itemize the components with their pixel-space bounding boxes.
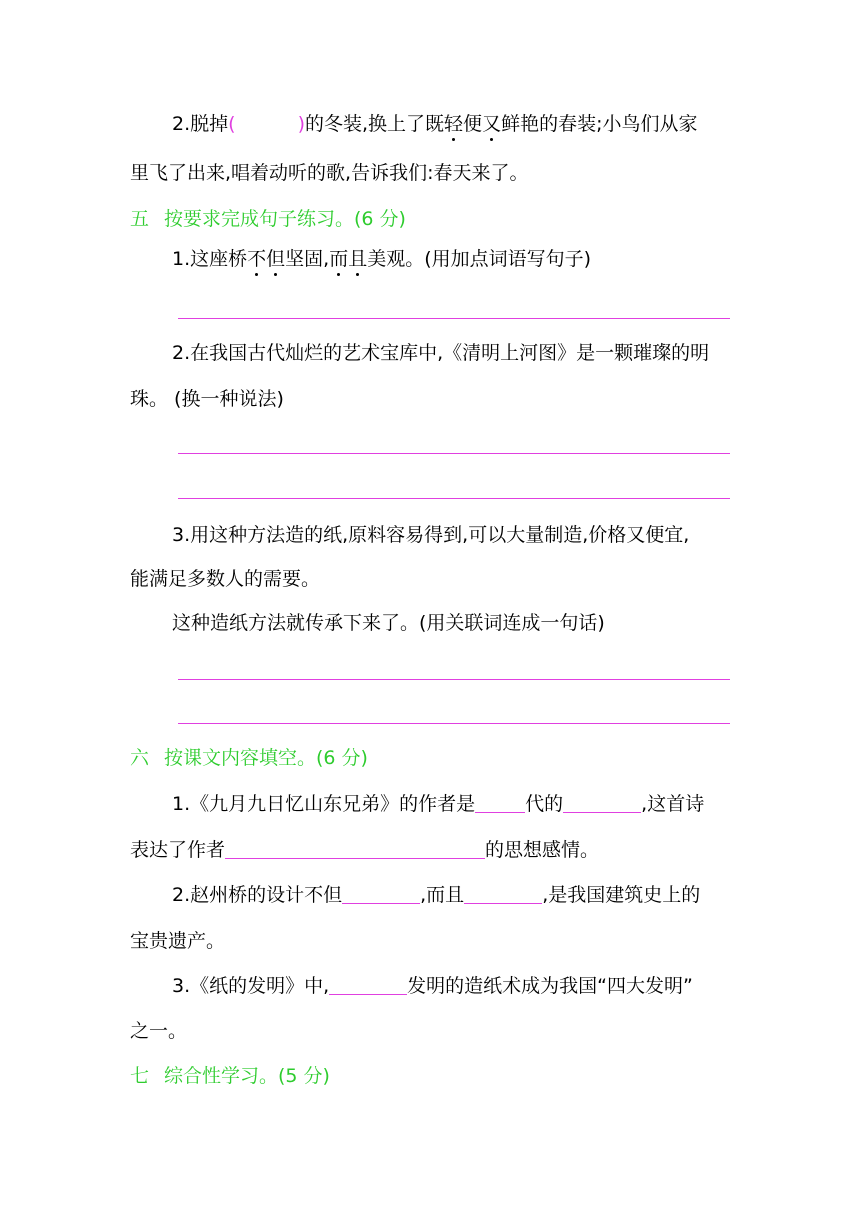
section7-heading	[130, 1063, 330, 1089]
dotted-char: 轻	[444, 113, 464, 135]
section-title: 按课文内容填空。(6 分)	[164, 747, 368, 769]
fill-blank[interactable]	[563, 792, 641, 813]
s6-item2-line1: 2.赵州桥的设计不但 ,而且 ,是我国建筑史上的	[172, 884, 701, 906]
s6-item2-line2: 宝贵遗产。	[130, 930, 226, 952]
s6-item3-line1: 3.《纸的发明》中, 发明的造纸术成为我国“四大发明”	[172, 975, 693, 997]
section-title: 按要求完成句子练习。(6 分)	[164, 208, 406, 230]
dotted-char: 不	[247, 248, 267, 270]
s5-item2-line2: 珠。 (换一种说法)	[130, 388, 284, 410]
section-number: 五	[130, 208, 150, 230]
answer-line[interactable]	[178, 498, 730, 499]
answer-line[interactable]	[178, 453, 730, 454]
fill-blank[interactable]	[225, 838, 485, 859]
section5-heading	[130, 206, 406, 232]
answer-line[interactable]	[178, 723, 730, 724]
dotted-char: 而	[329, 248, 349, 270]
section6-heading	[130, 745, 368, 771]
s5-item3-line2: 能满足多数人的需要。	[130, 568, 321, 590]
s6-item1-line1: 1.《九月九日忆山东兄弟》的作者是 代的 ,这首诗	[172, 793, 705, 815]
dotted-char: 又	[482, 113, 502, 135]
s5-item2-line1: 2.在我国古代灿烂的艺术宝库中,《清明上河图》是一颗璀璨的明	[172, 342, 710, 364]
fill-blank[interactable]	[329, 974, 407, 995]
section-number: 六	[130, 747, 150, 769]
fill-blank[interactable]	[464, 883, 542, 904]
fill-blank[interactable]	[342, 883, 420, 904]
section-number: 七	[130, 1065, 150, 1087]
dotted-char: 但	[266, 248, 286, 270]
s5-item1: 1.这座桥不但坚固,而且美观。(用加点词语写句子)	[172, 248, 592, 270]
s5-item3-line1: 3.用这种方法造的纸,原料容易得到,可以大量制造,价格又便宜,	[172, 524, 690, 546]
answer-line[interactable]	[178, 318, 730, 319]
q4-item2-line2: 里飞了出来,唱着动听的歌,告诉我们:春天来了。	[130, 162, 529, 184]
section-title: 综合性学习。(5 分)	[164, 1065, 330, 1087]
fill-blank[interactable]	[475, 792, 525, 813]
s6-item1-line2: 表达了作者 的思想感情。	[130, 839, 600, 861]
q4-item2-line1: 2.脱掉( )的冬装,换上了既轻便又鲜艳的春装;小鸟们从家	[172, 113, 698, 135]
answer-line[interactable]	[178, 679, 730, 680]
s6-item3-line2: 之一。	[130, 1020, 188, 1042]
dotted-char: 且	[348, 248, 368, 270]
blank-paren-close: )	[297, 113, 305, 135]
s5-item3-line3: 这种造纸方法就传承下来了。(用关联词连成一句话)	[172, 612, 605, 634]
blank-paren-open: (	[228, 113, 236, 135]
